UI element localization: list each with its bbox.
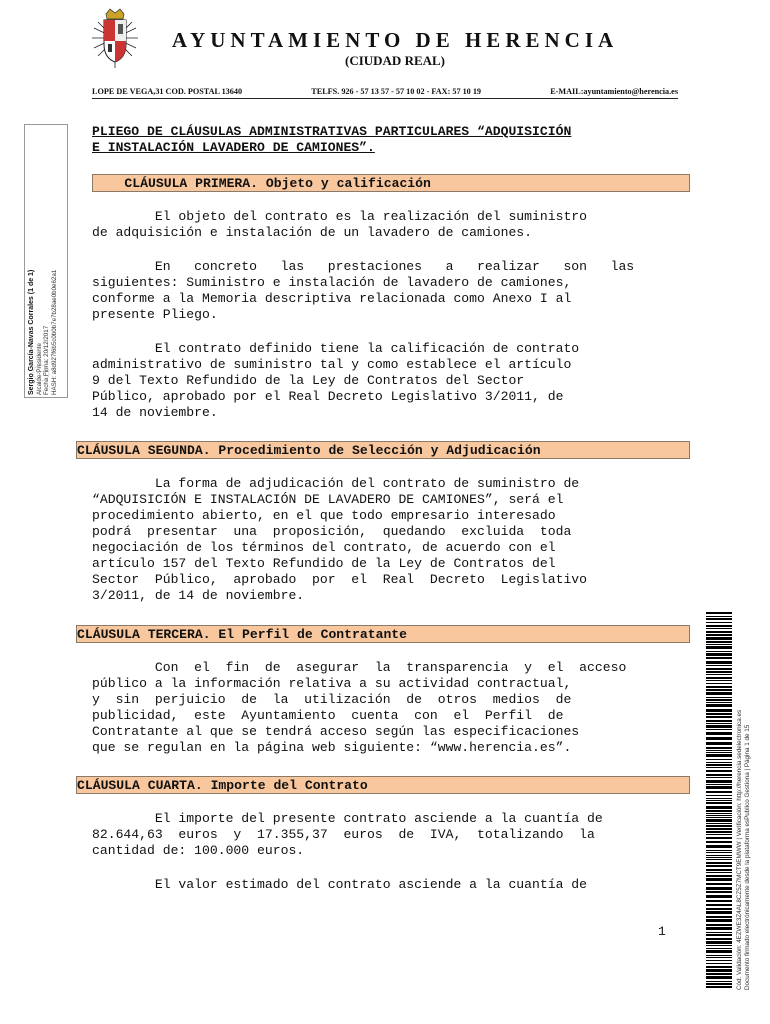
barcode-bar [706,904,732,906]
barcode-bar [706,957,732,958]
signer-role: Alcalde-Presidente [35,343,43,395]
barcode-bar [706,955,732,956]
document-title [92,124,682,156]
barcode-bar [706,622,732,623]
page-number: 1 [658,924,666,939]
barcode-bar [706,862,732,864]
barcode-bar [706,823,732,824]
barcode-bar [706,813,732,814]
barcode-bar [706,950,732,953]
clause-segunda-paragraph-1: La forma de adjudicación del contrato de suministro de “ADQUISICIÓN E INSTALACIÓN DE LAVADERO DE CAMIONES”, será el procedimiento abierto, en el que todo empresario interesado podrá presentar una proposición, quedando excluida toda negociación de los términos del contrato, de acuerdo con el artículo 157 del Texto Refundido de la Ley de Contratos del Sector Público, aprobado por el Real Decreto Legislativo 3/2011, de 14 de noviembre. [92,476,588,603]
barcode-bar [706,916,732,918]
barcode-bar [706,966,732,968]
barcode-bar [706,878,732,881]
barcode-bar [706,713,732,715]
barcode-bar [706,927,732,930]
clause-tercera-paragraph-1: Con el fin de asegurar la transparencia y el acceso público a la información relativa a su actividad contractual, y sin perjuicio de la utilización de otros medios de publicidad, este Ayuntamiento cuenta con el Perfil de Contratante al que se tendrá acceso según las especificaciones que se regulan en la página web siguiente: “www.herencia.es”. [92,660,627,755]
verification-code-line: Cód. Validación: 4EZWE3Z4AL8CZ5Z7MCT9EMWW | Verificación: http://herencia.sedelectronica.es [736,709,743,990]
barcode-bar [706,865,732,867]
clause-heading-tercera: CLÁUSULA TERCERA. El Perfil de Contratante [76,625,690,643]
barcode-bar [706,850,732,851]
barcode-bar [706,618,732,620]
barcode-bar [706,641,732,643]
barcode-bar [706,750,732,751]
verification-barcode [706,612,732,990]
barcode-bar [706,983,732,985]
barcode-bar [706,677,732,679]
clause-primera-paragraph-2: En concreto las prestaciones a realizar son las siguientes: Suministro e instalación de lavadero de camiones, conforme a la Memoria descriptiva relacionada como Anexo I al presente Pliego. [92,259,635,322]
barcode-bar [706,732,732,735]
barcode-bar [706,911,732,914]
barcode-bar [706,742,732,745]
barcode-bar [706,791,732,793]
clause-primera-paragraph-1: El objeto del contrato es la realización del suministro de adquisición e instalación de un lavadero de camiones. [92,209,588,240]
barcode-bar [706,891,732,893]
barcode-bar [706,723,732,724]
barcode-bar [706,644,732,645]
barcode-bar [706,777,732,778]
barcode-bar [706,855,732,856]
barcode-bar [706,948,732,949]
barcode-bar [706,924,732,926]
barcode-bar [706,857,732,858]
barcode-bar [706,852,732,853]
barcode-bar [706,945,732,946]
barcode-bar [706,637,732,640]
barcode-bar [706,764,732,766]
barcode-bar [706,869,732,871]
barcode-bar [706,963,732,964]
document-title-line1: PLIEGO DE CLÁUSULAS ADMINISTRATIVAS PARTICULARES “ADQUISICIÓN [92,124,572,139]
verification-text [736,610,766,990]
barcode-bar [706,806,732,809]
barcode-bar [706,657,732,659]
barcode-bar [706,625,732,627]
barcode-bar [706,752,732,753]
signature-date: Fecha Firma: 20/12/2017 [43,325,50,395]
barcode-bar [706,689,732,691]
barcode-bar [706,683,732,684]
barcode-bar [706,831,732,833]
barcode-bar [706,938,732,940]
barcode-bar [706,699,732,701]
contact-line [92,87,678,99]
barcode-bar [706,737,732,740]
barcode-bar [706,747,732,749]
barcode-bar [706,774,732,776]
barcode-bar [706,716,732,718]
barcode-bar [706,784,732,785]
barcode-bar [706,919,732,922]
barcode-bar [706,616,732,617]
barcode-bar [706,976,732,979]
barcode-bar [706,900,732,902]
province-name: (CIUDAD REAL) [344,53,446,68]
barcode-bar [706,887,732,890]
barcode-bar [706,834,732,835]
clause-cuarta-paragraph-2: El valor estimado del contrato asciende a la cuantía de [92,877,588,892]
clause-cuarta-paragraph-1: El importe del presente contrato asciende a la cuantía de 82.644,63 euros y 17.355,37 euros de IVA, totalizando la cantidad de: 100.000 euros. [92,811,603,858]
barcode-bar [706,692,732,695]
barcode-bar [706,798,732,799]
barcode-bar [706,680,732,681]
barcode-bar [706,665,732,666]
seal-stamp-icon [30,362,52,384]
barcode-bar [706,941,732,944]
barcode-bar [706,845,732,848]
barcode-bar [706,709,732,712]
barcode-bar [706,795,732,796]
barcode-bar [706,800,732,801]
clause-heading-segunda: CLÁUSULA SEGUNDA. Procedimiento de Selección y Adjudicación [76,441,690,459]
coat-of-arms-logo [88,8,142,72]
phone-numbers: TELFS. 926 - 57 13 57 - 57 10 02 - FAX: 57 10 19 [311,87,482,96]
barcode-bar [706,634,732,636]
barcode-bar [706,770,732,772]
barcode-bar [706,697,732,698]
barcode-bar [706,841,732,843]
barcode-bar [706,646,732,649]
barcode-bar [706,780,732,783]
barcode-bar [706,729,732,730]
barcode-bar [706,960,732,961]
barcode-bar [706,671,732,673]
barcode-bar [706,875,732,877]
email-address: E-MAIL:ayuntamiento@herencia.es [550,87,678,96]
barcode-bar [706,908,732,910]
barcode-bar [706,704,732,707]
barcode-bar [706,762,732,763]
barcode-bar [706,810,732,812]
barcode-bar [706,973,732,975]
barcode-bar [706,934,732,936]
barcode-bar [706,686,732,688]
barcode-bar [706,725,732,728]
barcode-bar [706,859,732,860]
barcode-bar [706,981,732,982]
barcode-bar [706,969,732,972]
barcode-bar [706,653,732,656]
signature-hash: HASH: a8d927f6b5c0b0b7e7b28ae0b0e62a1 [50,269,58,395]
barcode-bar [706,720,732,722]
barcode-bar [706,837,732,839]
barcode-bar [706,754,732,757]
clause-heading-cuarta: CLÁUSULA CUARTA. Importe del Contrato [76,776,690,794]
barcode-bar [706,702,732,703]
barcode-bar [706,828,732,830]
postal-address: LOPE DE VEGA,31 COD. POSTAL 13640 [92,87,243,96]
barcode-bar [706,631,732,633]
barcode-bar [706,651,732,652]
signer-name: Sergio García-Navas Corrales (1 de 1) [28,269,35,395]
barcode-bar [706,817,732,818]
barcode-bar [706,661,732,664]
barcode-bar [706,932,732,933]
barcode-bar [706,759,732,760]
barcode-bar [706,825,732,827]
barcode-bar [706,883,732,885]
barcode-bar [706,986,732,988]
verification-platform-line: Documento firmado electrónicamente desde la plataforma esPublico Gestiona | Página 1 de 15 [744,724,751,990]
barcode-bar [706,674,732,675]
barcode-bar [706,786,732,789]
municipality-name: AYUNTAMIENTO DE HERENCIA [171,28,619,52]
barcode-bar [706,668,732,670]
barcode-bar [706,815,732,816]
document-title-line2: E INSTALACIÓN LAVADERO DE CAMIONES”. [92,140,375,155]
barcode-bar [706,612,732,614]
barcode-bar [706,872,732,873]
clause-primera-paragraph-3: El contrato definido tiene la calificación de contrato administrativo de suministro tal y como establece el artículo 9 del Texto Refundido de la Ley de Contratos del Sector Público, aprobado por el Real Decreto Legislativo 3/2011, de 14 de noviembre. [92,341,580,420]
barcode-bar [706,628,732,629]
clause-heading-primera: CLÁUSULA PRIMERA. Objeto y calificación [92,174,690,192]
barcode-bar [706,802,732,804]
signature-text [28,125,68,395]
barcode-bar [706,767,732,768]
barcode-bar [706,819,732,822]
barcode-bar [706,895,732,898]
signature-block [24,124,68,398]
